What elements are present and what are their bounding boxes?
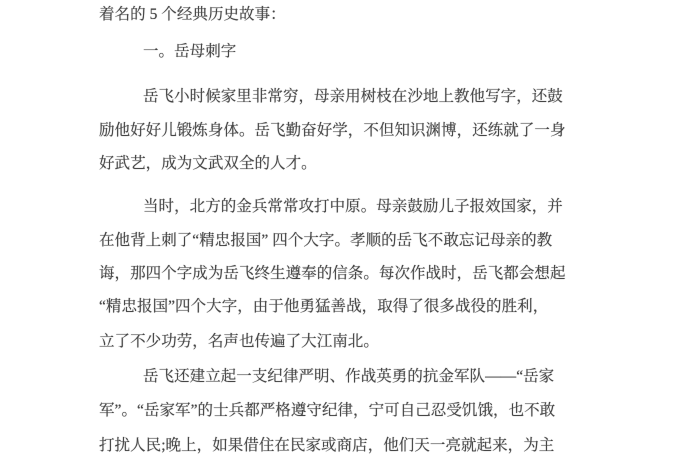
paragraph-2-line-4: “精忠报国”四个大字，由于他勇猛善战，取得了很多战役的胜利， bbox=[99, 298, 549, 315]
paragraph-3-line-2: 军”。“岳家军”的士兵都严格遵守纪律，宁可自己忍受饥饿，也不敢 bbox=[99, 402, 556, 419]
paragraph-1-line-2: 励他好好儿锻炼身体。岳飞勤奋好学，不但知识渊博，还练就了一身 bbox=[99, 122, 566, 139]
paragraph-2-line-1: 当时，北方的金兵常常攻打中原。母亲鼓励儿子报效国家，并 bbox=[143, 198, 563, 215]
paragraph-3-line-1: 岳飞还建立起一支纪律严明、作战英勇的抗金军队——“岳家 bbox=[143, 368, 555, 385]
paragraph-2-line-3: 诲，那四个字成为岳飞终生遵奉的信条。每次作战时，岳飞都会想起 bbox=[99, 265, 566, 282]
paragraph-2-line-2: 在他背上刺了“精忠报国” 四个大字。孝顺的岳飞不敢忘记母亲的教 bbox=[99, 232, 553, 249]
paragraph-1-line-1: 岳飞小时候家里非常穷，母亲用树枝在沙地上教他写字，还鼓 bbox=[143, 88, 563, 105]
paragraph-1-line-3: 好武艺，成为文武双全的人才。 bbox=[99, 155, 317, 172]
intro-line: 着名的 5 个经典历史故事： bbox=[99, 6, 286, 23]
section-heading: 一。岳母刺字 bbox=[143, 43, 237, 60]
paragraph-2-line-5: 立了不少功劳，名声也传遍了大江南北。 bbox=[99, 333, 379, 350]
paragraph-3-line-3: 打扰人民;晚上，如果借住在民家或商店，他们天一亮就起来，为主 bbox=[99, 437, 555, 454]
